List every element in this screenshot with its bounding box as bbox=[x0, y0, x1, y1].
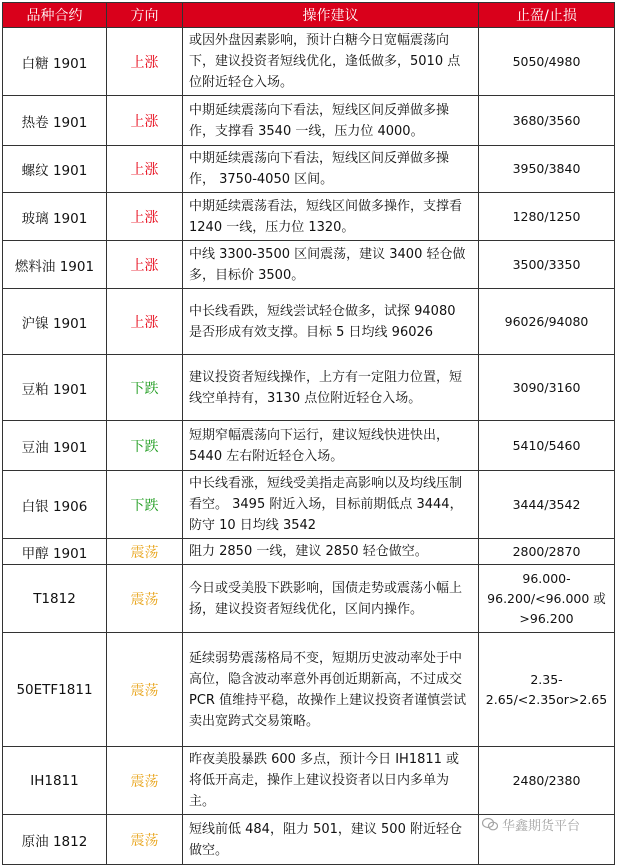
variety-cell: 豆油 1901 bbox=[3, 421, 107, 471]
advice-cell: 今日或受美股下跌影响，国债走势或震荡小幅上扬，建议投资者短线优化，区间内操作。 bbox=[183, 565, 479, 633]
variety-cell: 沪镍 1901 bbox=[3, 289, 107, 355]
advice-cell: 延续弱势震荡格局不变，短期历史波动率处于中高位，隐含波动率意外再创近期新高，不过成交 PCR 值维持平稳，故操作上建议投资者谨慎尝试卖出宽跨式交易策略。 bbox=[183, 633, 479, 747]
table-row bbox=[3, 633, 615, 747]
table-row bbox=[3, 146, 615, 193]
stop-cell: 96.000-96.200/<96.000 或>96.200 bbox=[479, 565, 615, 633]
stop-cell: 3950/3840 bbox=[479, 146, 615, 193]
header-stop: 止盈/止损 bbox=[479, 3, 615, 28]
stop-cell: 3680/3560 bbox=[479, 96, 615, 146]
direction-cell: 下跌 bbox=[107, 471, 183, 539]
stop-cell: 96026/94080 bbox=[479, 289, 615, 355]
direction-cell: 震荡 bbox=[107, 815, 183, 865]
advice-cell: 阻力 2850 一线，建议 2850 轻仓做空。 bbox=[183, 539, 479, 565]
variety-cell: 燃料油 1901 bbox=[3, 241, 107, 289]
table-row bbox=[3, 28, 615, 96]
table-row bbox=[3, 471, 615, 539]
variety-cell: 螺纹 1901 bbox=[3, 146, 107, 193]
direction-cell: 上涨 bbox=[107, 146, 183, 193]
stop-cell: 2800/2870 bbox=[479, 539, 615, 565]
table-row bbox=[3, 355, 615, 421]
variety-cell: 白糖 1901 bbox=[3, 28, 107, 96]
variety-cell: T1812 bbox=[3, 565, 107, 633]
table-row bbox=[3, 747, 615, 815]
direction-cell: 上涨 bbox=[107, 241, 183, 289]
header-variety: 品种合约 bbox=[3, 3, 107, 28]
stop-cell: 5050/4980 bbox=[479, 28, 615, 96]
direction-cell: 下跌 bbox=[107, 421, 183, 471]
table-row bbox=[3, 289, 615, 355]
advice-cell: 中线 3300-3500 区间震荡，建议 3400 轻仓做多，目标价 3500。 bbox=[183, 241, 479, 289]
table-row bbox=[3, 193, 615, 241]
advice-cell: 短线前低 484，阻力 501，建议 500 附近轻仓做空。 bbox=[183, 815, 479, 865]
direction-cell: 上涨 bbox=[107, 193, 183, 241]
futures-advice-table bbox=[2, 2, 615, 865]
advice-cell: 短期窄幅震荡向下运行，建议短线快进快出，5440 左右附近轻仓入场。 bbox=[183, 421, 479, 471]
advice-cell: 或因外盘因素影响，预计白糖今日宽幅震荡向下，建议投资者短线优化，逢低做多，5010 点位附近轻仓入场。 bbox=[183, 28, 479, 96]
table-row bbox=[3, 96, 615, 146]
variety-cell: 甲醇 1901 bbox=[3, 539, 107, 565]
table-row bbox=[3, 539, 615, 565]
direction-cell: 上涨 bbox=[107, 289, 183, 355]
header-direction: 方向 bbox=[107, 3, 183, 28]
watermark-text: 华鑫期货平台 bbox=[502, 819, 581, 834]
advice-cell: 中期延续震荡向下看法，短线区间反弹做多操作， 3750-4050 区间。 bbox=[183, 146, 479, 193]
advice-cell: 中期延续震荡向下看法，短线区间反弹做多操作，支撑看 3540 一线，压力位 4000。 bbox=[183, 96, 479, 146]
header-row bbox=[3, 3, 615, 28]
stop-cell: 2480/2380 bbox=[479, 747, 615, 815]
advice-cell: 中长线看跌，短线尝试轻仓做多，试探 94080 是否形成有效支撑。目标 5 日均线 96026 bbox=[183, 289, 479, 355]
table-row bbox=[3, 421, 615, 471]
advice-cell: 建议投资者短线操作，上方有一定阻力位置，短线空单持有，3130 点位附近轻仓入场。 bbox=[183, 355, 479, 421]
stop-cell: 3444/3542 bbox=[479, 471, 615, 539]
direction-cell: 上涨 bbox=[107, 96, 183, 146]
direction-cell: 震荡 bbox=[107, 633, 183, 747]
table-row bbox=[3, 241, 615, 289]
stop-cell: 3090/3160 bbox=[479, 355, 615, 421]
watermark bbox=[482, 815, 580, 834]
advice-cell: 中期延续震荡看法，短线区间做多操作，支撑看 1240 一线，压力位 1320。 bbox=[183, 193, 479, 241]
variety-cell: 热卷 1901 bbox=[3, 96, 107, 146]
table-row bbox=[3, 565, 615, 633]
direction-cell: 震荡 bbox=[107, 747, 183, 815]
direction-cell: 上涨 bbox=[107, 28, 183, 96]
direction-cell: 下跌 bbox=[107, 355, 183, 421]
variety-cell: 原油 1812 bbox=[3, 815, 107, 865]
variety-cell: 50ETF1811 bbox=[3, 633, 107, 747]
stop-cell: 1280/1250 bbox=[479, 193, 615, 241]
direction-cell: 震荡 bbox=[107, 539, 183, 565]
table-body bbox=[3, 28, 615, 865]
advice-cell: 中长线看涨，短线受美指走高影响以及均线压制看空。 3495 附近入场，目标前期低点 3444，防守 10 日均线 3542 bbox=[183, 471, 479, 539]
wechat-icon bbox=[482, 818, 498, 831]
variety-cell: 豆粕 1901 bbox=[3, 355, 107, 421]
variety-cell: IH1811 bbox=[3, 747, 107, 815]
variety-cell: 玻璃 1901 bbox=[3, 193, 107, 241]
direction-cell: 震荡 bbox=[107, 565, 183, 633]
stop-cell: 3500/3350 bbox=[479, 241, 615, 289]
variety-cell: 白银 1906 bbox=[3, 471, 107, 539]
stop-cell: 2.35-2.65/<2.35or>2.65 bbox=[479, 633, 615, 747]
header-advice: 操作建议 bbox=[183, 3, 479, 28]
advice-cell: 昨夜美股暴跌 600 多点，预计今日 IH1811 或将低开高走，操作上建议投资者以日内多单为主。 bbox=[183, 747, 479, 815]
stop-cell: 5410/5460 bbox=[479, 421, 615, 471]
